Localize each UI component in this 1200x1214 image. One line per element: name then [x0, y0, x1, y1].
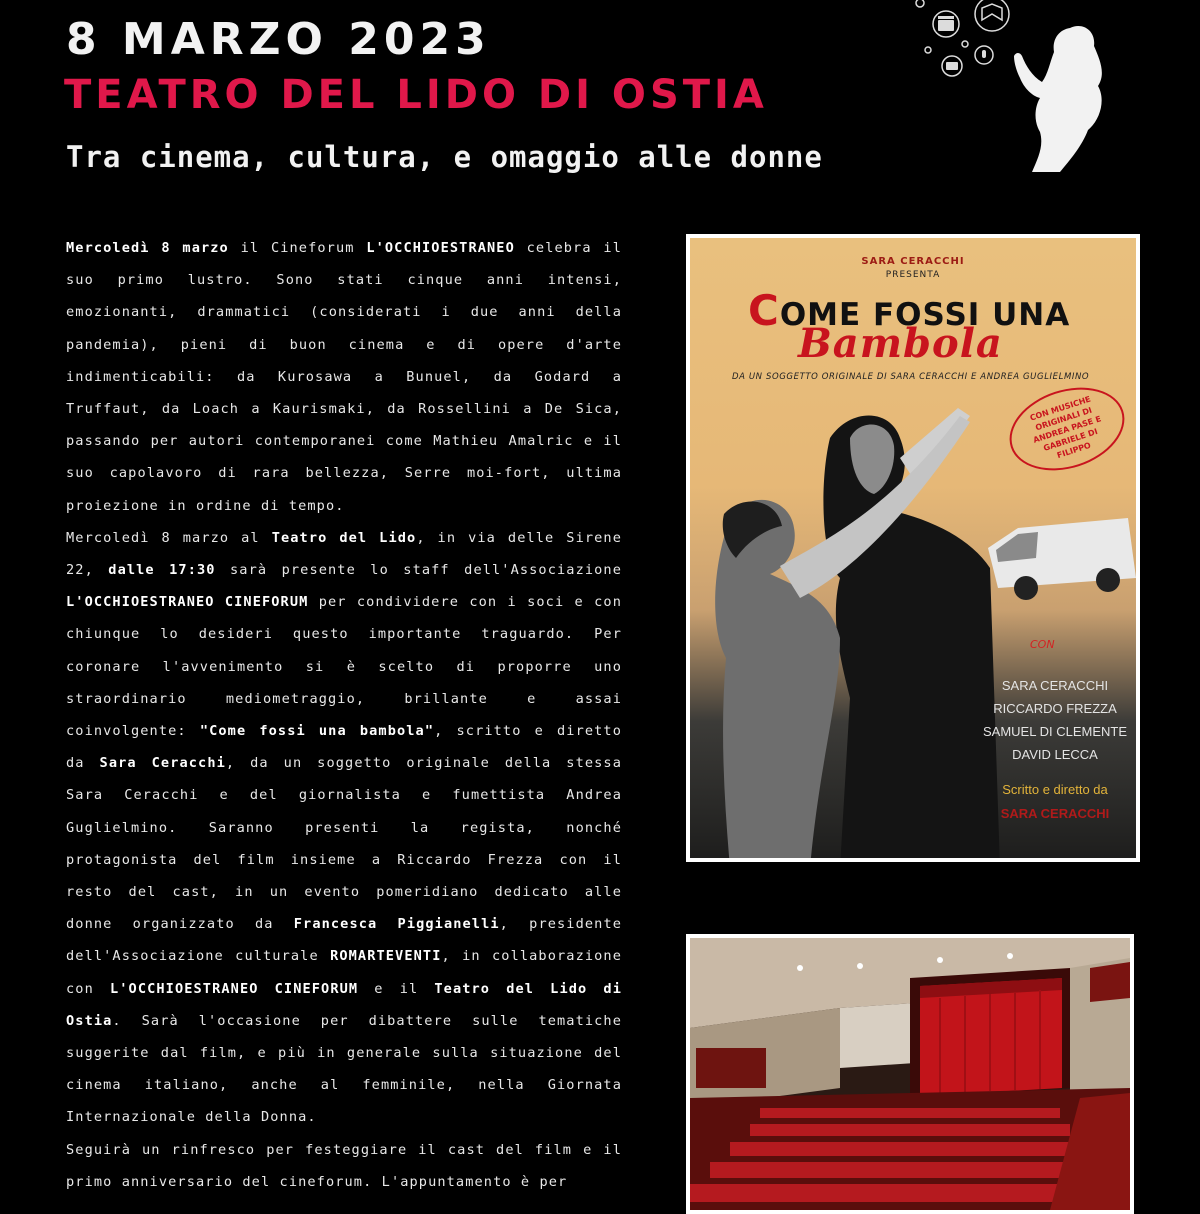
camera-icon	[946, 62, 958, 70]
article-bold-text: ROMARTEVENTI	[330, 948, 442, 965]
poster-title-line1: COME FOSSI UNA	[748, 286, 1071, 335]
poster-title-line2: Bambola	[798, 320, 1003, 367]
article-bold-text: "Come fossi una bambola"	[199, 723, 435, 740]
cast-name: DAVID LECCA	[1012, 747, 1098, 762]
tagline: Tra cinema, cultura, e omaggio alle donne	[66, 140, 823, 174]
event-date: 8 MARZO 2023	[66, 14, 491, 65]
article-body	[66, 232, 622, 1198]
article-bold-text: L'OCCHIOESTRANEO	[366, 240, 515, 256]
article-text: e il	[358, 980, 435, 997]
poster-presenta: PRESENTA	[885, 270, 941, 280]
woman-silhouette-logo	[910, 0, 1110, 175]
article-bold-text: L'OCCHIOESTRANEO CINEFORUM	[66, 594, 309, 611]
article-bold-text: Francesca Piggianelli	[293, 916, 500, 933]
microphone-icon	[982, 50, 986, 58]
poster-presenter: SARA CERACCHI	[861, 256, 965, 267]
article-text: , in collaborazione con	[66, 948, 622, 997]
article-paragraph-2	[66, 522, 622, 1134]
article-bold-text: Teatro del Lido	[271, 529, 417, 546]
article-paragraph-3	[66, 1134, 622, 1198]
article-text: il Cineforum	[228, 240, 367, 256]
cast-name: SARA CERACCHI	[1001, 678, 1109, 693]
cast-name: RICCARDO FREZZA	[993, 701, 1117, 716]
dancing-couple-image	[690, 398, 1030, 858]
article-text: Seguirà un rinfresco per festeggiare il cast del film e il primo anniversario del cineforum. L'appuntamento è per	[66, 1141, 622, 1190]
book-icon	[982, 4, 1002, 20]
article-bold-text: Sara Ceracchi	[99, 755, 226, 772]
article-text: , scritto e diretto da	[66, 723, 622, 772]
article-bold-text: Teatro del Lido di Ostia	[66, 980, 622, 1029]
article-text: per condividere con i soci e con chiunque lo desideri questo importante traguardo. Per coronare l'avvenimento si è scelto di proporre uno straordinario mediometraggio, brillante e assai coinvolgente:	[66, 594, 622, 740]
article-text: , in via delle Sirene 22,	[66, 529, 622, 579]
film-clapper-icon	[938, 16, 954, 31]
movie-poster	[686, 234, 1140, 862]
poster-cast-list	[980, 674, 1130, 766]
venue-title: TEATRO DEL LIDO DI OSTIA	[64, 72, 768, 118]
article-text: , presidente dell'Associazione culturale	[66, 916, 623, 965]
poster-con-label: CON	[1030, 638, 1055, 651]
article-text: celebra il suo primo lustro. Sono stati cinque anni intensi, emozionanti, drammatici (considerati i due anni della pandemia), pieni di buon cinema e di opere d'arte indimenticabili: da Kurosawa a Bunuel, da Godard a Truffaut, da Loach a Kaurismaki, da Rossellini a De Sica, passando per autori contemporanei come Mathieu Amalric e il suo capolavoro di rara bellezza, Serre moi-fort, ultima proiezione in ordine di tempo.	[66, 240, 622, 514]
article-text: sarà presente lo staff dell'Associazione	[215, 562, 622, 579]
cast-name: SAMUEL DI CLEMENTE	[983, 724, 1127, 739]
poster-credit: DA UN SOGGETTO ORIGINALE DI SARA CERACCHI E ANDREA GUGLIELMINO	[732, 372, 1090, 382]
article-text: . Sarà l'occasione per dibattere sulle tematiche suggerite dal film, e più in generale sulla situazione del cinema italiano, anche al femminile, nella Giornata Internazionale della Donna.	[66, 1012, 622, 1126]
article-bold-text: dalle 17:30	[108, 562, 216, 579]
poster-written-by: Scritto e diretto da	[1002, 782, 1108, 797]
woman-silhouette	[1014, 26, 1102, 172]
article-paragraph-1	[66, 232, 622, 522]
article-bold-text: Mercoledì 8 marzo	[66, 240, 229, 256]
article-text: Mercoledì 8 marzo al	[66, 529, 272, 546]
article-bold-text: L'OCCHIOESTRANEO CINEFORUM	[109, 980, 359, 997]
article-text: , da un soggetto originale della stessa Sara Ceracchi e del giornalista e fumettista Andrea Guglielmino. Saranno presenti la regista, nonché protagonista del film insieme a Riccardo Frezza con il resto del cast, in un evento pomeridiano dedicato alle donne organizzato da	[66, 755, 622, 933]
poster-director: SARA CERACCHI	[1000, 806, 1110, 821]
theatre-photo	[686, 934, 1134, 1214]
poster-music-badge: CON MUSICHE ORIGINALI DI ANDREA PASE E GABRIELE DI FILIPPO	[999, 374, 1135, 485]
